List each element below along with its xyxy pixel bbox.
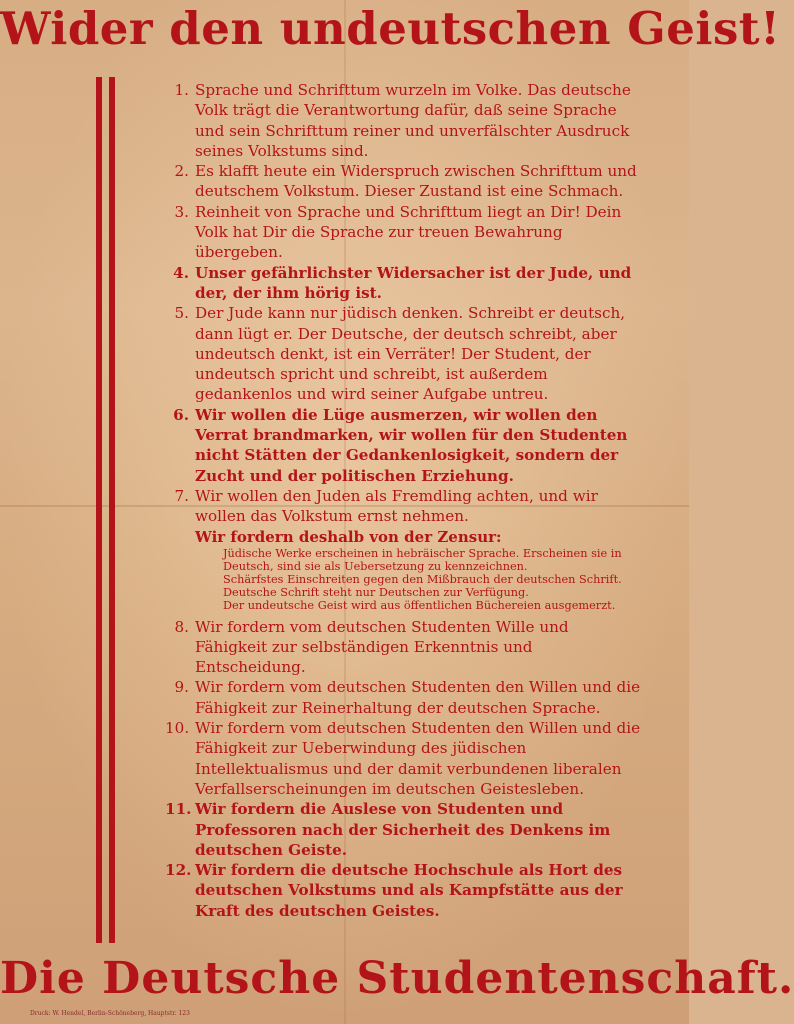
thesis-number: 8. xyxy=(174,617,189,636)
thesis-text: Wir fordern vom deutschen Studenten den Willen und die Fähigkeit zur Reinerhaltung der deutschen Sprache. xyxy=(195,678,641,717)
theses-list xyxy=(165,80,645,921)
thesis-text: Reinheit von Sprache und Schrifttum liegt an Dir! Dein Volk hat Dir die Sprache zur treuen Bewahrung übergeben. xyxy=(195,202,622,262)
thesis-item-6 xyxy=(165,405,645,486)
thesis-text: Wir fordern die Auslese von Studenten und Professoren nach der Sicherheit des Denkens im deutschen Geiste. xyxy=(195,800,611,859)
thesis-number: 7. xyxy=(174,486,189,505)
thesis-text: Wir wollen den Juden als Fremdling achten, und wir wollen das Volkstum ernst nehmen. xyxy=(195,486,598,526)
printer-imprint: Druck: W. Hendel, Berlin-Schöneberg, Hauptstr. 123 xyxy=(30,1010,190,1017)
demands-intro: Wir fordern deshalb von der Zensur: xyxy=(195,527,502,546)
thesis-text: Wir fordern vom deutschen Studenten Wille und Fähigkeit zur selbständigen Erkenntnis und Entscheidung. xyxy=(195,617,569,677)
thesis-number: 10. xyxy=(165,719,190,738)
thesis-item-7 xyxy=(165,486,645,527)
vertical-red-bar-right xyxy=(109,77,115,943)
thesis-text: Der Jude kann nur jüdisch denken. Schreibt er deutsch, dann lügt er. Der Deutsche, der deutsch schreibt, aber undeutsch denkt, ist ein Verräter! Der Student, der undeutsch spricht und schreibt, ist außerdem gedankenlos und wird seiner Aufgabe untreu. xyxy=(195,304,626,404)
thesis-text: Unser gefährlichster Widersacher ist der Jude, und der, der ihm hörig ist. xyxy=(195,263,632,302)
demand-line-3: Deutsche Schrift steht nur Deutschen zur Verfügung. xyxy=(223,586,529,600)
demand-line-4: Der undeutsche Geist wird aus öffentlichen Büchereien ausgemerzt. xyxy=(223,599,616,613)
thesis-text: Wir fordern die deutsche Hochschule als Hort des deutschen Volkstums und als Kampfstätte aus der Kraft des deutschen Geistes. xyxy=(195,861,623,920)
thesis-item-3 xyxy=(165,202,645,263)
thesis-item-2 xyxy=(165,161,645,202)
poster-signature: Die Deutsche Studentenschaft. xyxy=(0,953,794,1004)
thesis-text: Es klafft heute ein Widerspruch zwischen Schrifttum und deutschem Volkstum. Dieser Zustand ist eine Schmach. xyxy=(195,162,637,201)
thesis-number: 3. xyxy=(174,202,189,221)
thesis-text: Wir wollen die Lüge ausmerzen, wir wollen den Verrat brandmarken, wir wollen für den Studenten nicht Stätten der Gedankenlosigkeit, sondern der Zucht und der politischen Erziehung. xyxy=(195,405,628,485)
thesis-number: 11. xyxy=(165,800,192,819)
thesis-number: 12. xyxy=(165,861,192,880)
thesis-text: Wir fordern vom deutschen Studenten den Willen und die Fähigkeit zur Ueberwindung des jüdischen Intellektualismus und der damit verbundenen liberalen Verfallserscheinungen im deutschen Geistesleben. xyxy=(195,719,641,798)
thesis-item-8 xyxy=(165,617,645,678)
thesis-item-12 xyxy=(165,860,645,921)
thesis-item-4 xyxy=(165,263,645,304)
demand-line-1: Jüdische Werke erscheinen in hebräischer Sprache. Erscheinen sie in Deutsch, sind sie als Uebersetzung zu kennzeichnen. xyxy=(223,546,622,573)
vertical-red-bar-left xyxy=(96,77,102,943)
thesis-number: 1. xyxy=(174,81,189,99)
thesis-number: 6. xyxy=(173,405,189,424)
thesis-number: 5. xyxy=(174,304,189,323)
demand-line-2: Schärfstes Einschreiten gegen den Mißbrauch der deutschen Schrift. xyxy=(223,572,622,586)
poster-headline: Wider den undeutschen Geist! xyxy=(0,2,781,55)
thesis-number: 2. xyxy=(174,162,189,181)
thesis-text: Sprache und Schrifttum wurzeln im Volke. Das deutsche Volk trägt die Verantwortung dafür, daß seine Sprache und sein Schrifttum reiner und unverfälschter Ausdruck seines Volkstums sind. xyxy=(195,81,631,160)
thesis-number: 4. xyxy=(173,263,189,282)
thesis-item-5 xyxy=(165,303,645,404)
thesis-number: 9. xyxy=(174,678,189,697)
thesis-item-10 xyxy=(165,718,645,799)
thesis-item-11 xyxy=(165,799,645,860)
thesis-item-1 xyxy=(165,80,645,161)
thesis-item-9 xyxy=(165,677,645,718)
